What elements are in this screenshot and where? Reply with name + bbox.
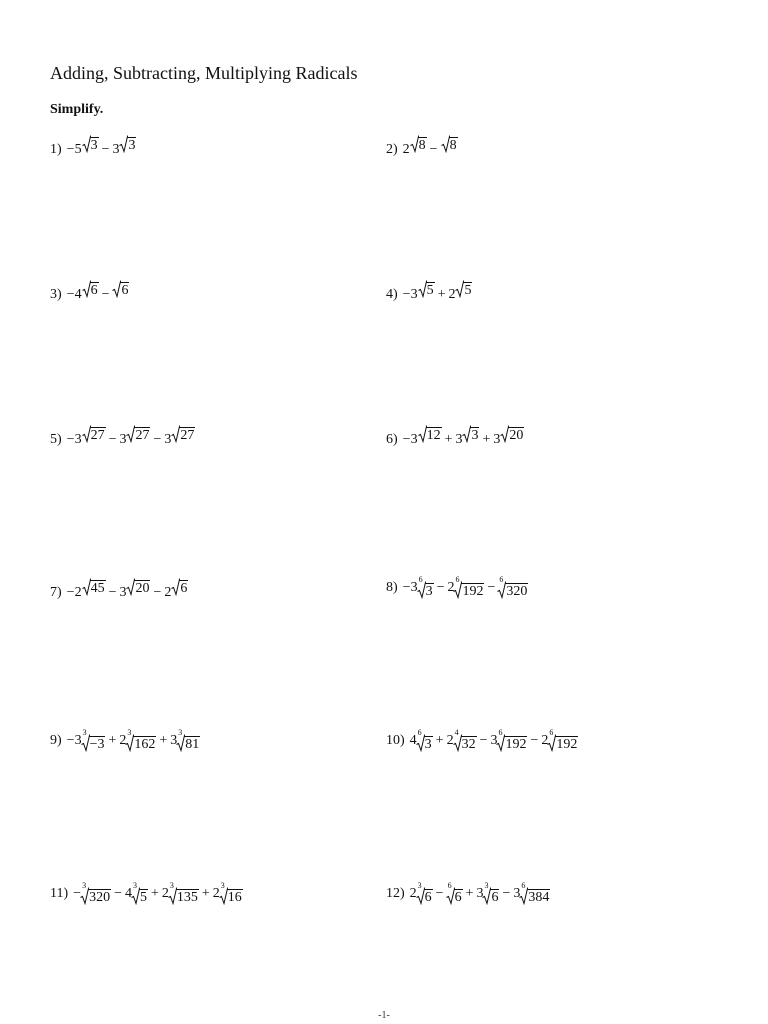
- operator: −: [487, 580, 496, 595]
- radical-term: [66, 138, 99, 157]
- radical-term: [150, 581, 188, 600]
- problem-3: [50, 280, 129, 305]
- radical: [417, 728, 433, 752]
- radical-index: 3: [484, 881, 489, 890]
- radicand: 6: [90, 283, 98, 298]
- radicand: 192: [556, 737, 578, 752]
- problem-7: [50, 578, 188, 603]
- operator: +: [437, 287, 446, 302]
- radical-term: [402, 138, 427, 157]
- radical-index: 6: [417, 728, 422, 737]
- radicand: 27: [180, 428, 195, 443]
- problem-2: [386, 135, 458, 160]
- operator: −: [101, 142, 110, 157]
- coefficient: −3: [402, 287, 418, 302]
- problem-8: [386, 575, 528, 599]
- worksheet-title: Adding, Subtracting, Multiplying Radicals: [50, 63, 358, 83]
- radical-index: 4: [454, 728, 459, 737]
- operator: −: [108, 585, 117, 600]
- radical-index: 3: [82, 881, 87, 890]
- radical-term: [111, 881, 148, 905]
- coefficient: 2: [161, 886, 169, 901]
- radical-term: [73, 881, 111, 905]
- operator: +: [108, 733, 117, 748]
- radicand: 192: [505, 737, 527, 752]
- radical-index: 3: [132, 881, 137, 890]
- operator: +: [150, 886, 159, 901]
- radicand: 45: [90, 581, 105, 596]
- coefficient: 3: [455, 432, 463, 447]
- radicand: 6: [180, 581, 188, 596]
- problem-5: [50, 425, 195, 450]
- radical: [169, 881, 199, 905]
- coefficient: 4: [124, 886, 132, 901]
- coefficient: 2: [448, 287, 456, 302]
- radical-index: 3: [417, 881, 422, 890]
- radical-index: 6: [499, 575, 504, 584]
- radical: [132, 881, 148, 905]
- radical: [82, 280, 99, 298]
- radicand: 320: [506, 584, 528, 599]
- radical: [417, 881, 433, 905]
- problem-4: [386, 280, 472, 305]
- radical-term: [527, 728, 578, 752]
- radical: [500, 425, 524, 443]
- radical-term: [150, 428, 195, 447]
- problem-11: [50, 881, 243, 905]
- radical-term: [434, 575, 485, 599]
- coefficient: 3: [476, 886, 484, 901]
- problem-number: 6): [386, 432, 398, 447]
- radical-index: 6: [521, 881, 526, 890]
- coefficient: 2: [212, 886, 220, 901]
- radicand: 6: [454, 890, 462, 905]
- radical: [454, 728, 477, 752]
- radicand: 16: [227, 890, 242, 905]
- coefficient: 4: [409, 733, 417, 748]
- coefficient: 3: [119, 585, 127, 600]
- radicand: 5: [139, 890, 147, 905]
- radical-term: [463, 881, 500, 905]
- radical-term: [106, 428, 151, 447]
- radicand: 8: [418, 138, 426, 153]
- problem-9: [50, 728, 200, 752]
- radical-term: [409, 881, 433, 905]
- radicand: 192: [462, 584, 484, 599]
- problem-1: [50, 135, 136, 160]
- coefficient: 3: [513, 886, 521, 901]
- coefficient: 2: [119, 733, 127, 748]
- radical-term: [66, 428, 106, 447]
- radical-index: 6: [447, 881, 452, 890]
- problem-12: [386, 881, 550, 905]
- radical: [82, 578, 106, 596]
- operator: +: [482, 432, 491, 447]
- radical-term: [105, 728, 156, 752]
- radical: [462, 425, 479, 443]
- problem-number: 8): [386, 580, 398, 595]
- coefficient: −4: [66, 287, 82, 302]
- problem-number: 10): [386, 733, 405, 748]
- radicand: 6: [121, 283, 129, 298]
- radical-index: 6: [498, 728, 503, 737]
- radicand: 6: [424, 890, 432, 905]
- radical-term: [433, 881, 463, 905]
- radical: [82, 728, 106, 752]
- radical-index: 3: [127, 728, 132, 737]
- radicand: 320: [89, 890, 111, 905]
- problem-number: 7): [50, 585, 62, 600]
- radical: [171, 578, 188, 596]
- coefficient: 3: [112, 142, 120, 157]
- radicand: 135: [176, 890, 198, 905]
- radical: [497, 728, 527, 752]
- coefficient: 3: [493, 432, 501, 447]
- radical: [447, 881, 463, 905]
- coefficient: 3: [490, 733, 498, 748]
- problem-number: 4): [386, 287, 398, 302]
- radical: [441, 135, 458, 153]
- radical: [126, 425, 150, 443]
- coefficient: −3: [66, 432, 82, 447]
- coefficient: 2: [409, 886, 417, 901]
- radical: [112, 280, 129, 298]
- problem-6: [386, 425, 524, 450]
- problem-number: 11): [50, 886, 69, 901]
- coefficient: 3: [164, 432, 172, 447]
- radicand: 8: [449, 138, 457, 153]
- radicand: 27: [90, 428, 105, 443]
- coefficient: 2: [447, 580, 455, 595]
- radical-term: [402, 283, 435, 302]
- radical-index: 6: [418, 575, 423, 584]
- radical-term: [435, 283, 473, 302]
- radical-term: [99, 138, 137, 157]
- operator: −: [153, 432, 162, 447]
- radicand: 81: [185, 737, 200, 752]
- operator: +: [159, 733, 168, 748]
- radical-term: [199, 881, 243, 905]
- problem-10: [386, 728, 578, 752]
- radical: [410, 135, 427, 153]
- radical-term: [402, 575, 434, 599]
- radical-index: 3: [169, 881, 174, 890]
- radical-term: [427, 138, 458, 157]
- radicand: 3: [471, 428, 479, 443]
- radical-index: 6: [455, 575, 460, 584]
- operator: −: [479, 733, 488, 748]
- radicand: −3: [89, 737, 105, 752]
- problem-number: 3): [50, 287, 62, 302]
- page-number: -1-: [378, 1010, 390, 1021]
- operator: −: [101, 287, 110, 302]
- radical: [548, 728, 578, 752]
- radical-term: [499, 881, 550, 905]
- radicand: 6: [491, 890, 499, 905]
- problem-number: 12): [386, 886, 405, 901]
- radical: [171, 425, 195, 443]
- operator: −: [108, 432, 117, 447]
- radical: [498, 575, 528, 599]
- coefficient: −: [73, 886, 82, 901]
- radicand: 3: [424, 737, 432, 752]
- radicand: 162: [134, 737, 156, 752]
- instructions: Simplify.: [50, 102, 104, 117]
- radical-index: 3: [220, 881, 225, 890]
- problem-number: 5): [50, 432, 62, 447]
- radical: [483, 881, 499, 905]
- operator: −: [429, 142, 438, 157]
- radicand: 3: [90, 138, 98, 153]
- radical-term: [484, 575, 528, 599]
- radical-term: [409, 728, 433, 752]
- radicand: 384: [528, 890, 550, 905]
- operator: −: [435, 886, 444, 901]
- radical: [418, 575, 434, 599]
- radicand: 20: [135, 581, 150, 596]
- coefficient: 3: [119, 432, 127, 447]
- radicand: 3: [425, 584, 433, 599]
- radical: [81, 881, 111, 905]
- radical: [126, 578, 150, 596]
- coefficient: 2: [402, 142, 410, 157]
- operator: +: [465, 886, 474, 901]
- problem-number: 9): [50, 733, 62, 748]
- coefficient: 2: [446, 733, 454, 748]
- radicand: 3: [128, 138, 136, 153]
- radicand: 27: [135, 428, 150, 443]
- radical: [177, 728, 200, 752]
- radical-index: 3: [178, 728, 183, 737]
- operator: −: [436, 580, 445, 595]
- radical-term: [66, 728, 106, 752]
- coefficient: −3: [402, 432, 418, 447]
- radical-term: [148, 881, 199, 905]
- radicand: 20: [509, 428, 524, 443]
- radical-term: [402, 428, 442, 447]
- radical-term: [66, 581, 106, 600]
- operator: +: [435, 733, 444, 748]
- problem-number: 1): [50, 142, 62, 157]
- radical: [82, 425, 106, 443]
- radical-index: 3: [82, 728, 87, 737]
- radical-term: [442, 428, 480, 447]
- operator: −: [153, 585, 162, 600]
- radical-term: [156, 728, 200, 752]
- operator: −: [114, 886, 122, 901]
- radical: [418, 425, 442, 443]
- radical-index: 6: [549, 728, 554, 737]
- coefficient: −3: [66, 733, 82, 748]
- operator: +: [444, 432, 453, 447]
- operator: +: [201, 886, 210, 901]
- radical: [454, 575, 484, 599]
- radical: [455, 280, 472, 298]
- radical-term: [479, 428, 524, 447]
- radicand: 5: [464, 283, 472, 298]
- radical: [119, 135, 136, 153]
- radical: [82, 135, 99, 153]
- radical-term: [433, 728, 477, 752]
- radical: [126, 728, 156, 752]
- radical: [220, 881, 243, 905]
- coefficient: −3: [402, 580, 418, 595]
- coefficient: −2: [66, 585, 82, 600]
- radical-term: [477, 728, 528, 752]
- operator: −: [502, 886, 511, 901]
- radical: [418, 280, 435, 298]
- coefficient: 2: [541, 733, 549, 748]
- coefficient: 3: [170, 733, 178, 748]
- operator: −: [530, 733, 539, 748]
- radicand: 12: [426, 428, 441, 443]
- radical-term: [99, 283, 130, 302]
- radicand: 5: [426, 283, 434, 298]
- radical: [520, 881, 550, 905]
- coefficient: 2: [164, 585, 172, 600]
- radicand: 32: [461, 737, 476, 752]
- radical-term: [106, 581, 151, 600]
- problem-number: 2): [386, 142, 398, 157]
- radical-term: [66, 283, 99, 302]
- coefficient: −5: [66, 142, 82, 157]
